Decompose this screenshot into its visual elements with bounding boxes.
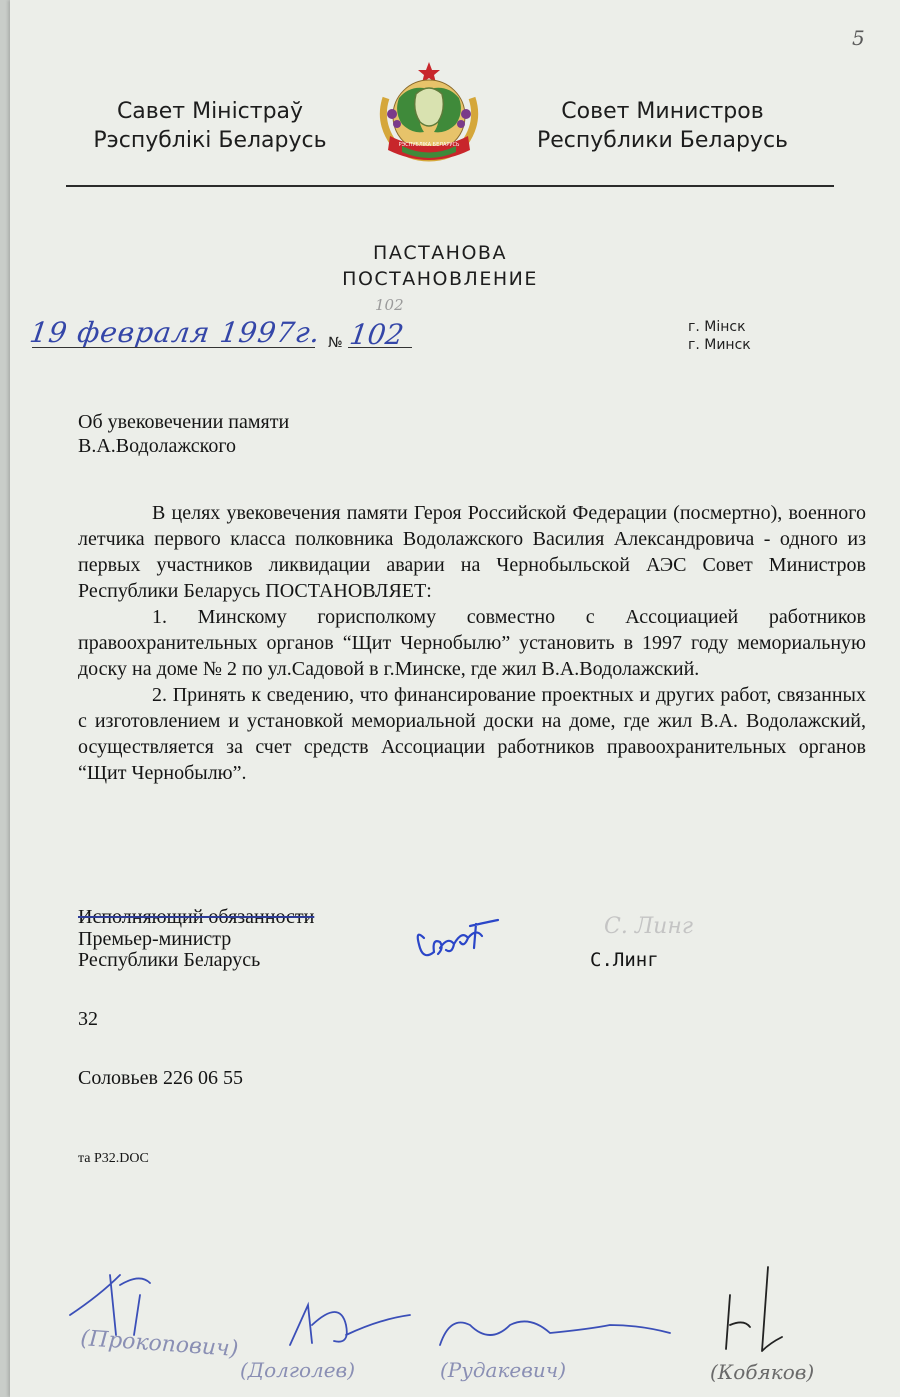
date-underline xyxy=(32,347,315,348)
signatory-name: С.Линг xyxy=(590,949,659,971)
number-label: № xyxy=(328,335,343,351)
header-by-line-1: Савет Міністраў xyxy=(116,99,304,124)
document-type xyxy=(270,240,610,292)
visa-label-3: (Рудакевич) xyxy=(440,1358,567,1382)
city xyxy=(688,318,751,354)
subject-line-2: В.А.Водолажского xyxy=(78,435,237,457)
number-faint: 102 xyxy=(375,296,404,314)
subject-line-1: Об увековечении памяти xyxy=(78,411,290,433)
body-text xyxy=(78,500,866,786)
copies-count: 32 xyxy=(78,1008,98,1030)
page-number: 5 xyxy=(852,26,865,50)
document-sheet xyxy=(10,0,900,1397)
subject xyxy=(78,410,289,458)
signatory-faint-name: С. Линг xyxy=(604,914,693,939)
doc-type-by: ПАСТАНОВА xyxy=(373,242,507,264)
approval-visas xyxy=(50,1255,890,1395)
visa-label-2: (Долголев) xyxy=(240,1358,355,1382)
date-handwritten: 19 февраля 1997г. xyxy=(27,316,323,349)
executor: Соловьев 226 06 55 xyxy=(78,1067,243,1089)
body-paragraph-2: 2. Принять к сведению, что финансирование проектных и других работ, связанных с изготовлением и установкой мемориальной доски на доме, где жил В.А. Водолажский, осуществляется за счет средств Ассоциации работников правоохранительных органов “Щит Чернобылю”. xyxy=(78,684,866,784)
header-divider xyxy=(66,185,834,187)
signatory-title xyxy=(78,929,260,971)
signatory-struck-title: Исполняющий обязанности xyxy=(78,906,315,928)
visa-label-4: (Кобяков) xyxy=(710,1360,815,1384)
city-ru: г. Минск xyxy=(688,337,751,353)
body-paragraph-1: 1. Минскому горисполкому совместно с Ассоциацией работников правоохранительных органов “Щит Чернобылю” установить в 1997 году мемориальную доску на доме № 2 по ул.Садовой в г.Минске, где жил В.А.Водолажский. xyxy=(78,606,866,680)
emblem-ribbon-text: РЭСПУБЛІКА БЕЛАРУСЬ xyxy=(398,142,460,148)
signatory-title-line-1: Премьер-министр xyxy=(78,928,232,950)
file-name: та P32.DOC xyxy=(78,1151,149,1166)
header-ru-line-1: Совет Министров xyxy=(561,99,764,124)
state-emblem-icon xyxy=(372,58,486,172)
header-belarusian xyxy=(80,97,340,155)
doc-type-ru: ПОСТАНОВЛЕНИЕ xyxy=(342,268,538,290)
header-by-line-2: Рэспублікі Беларусь xyxy=(93,128,327,153)
visa-label-1: (Прокопович) xyxy=(79,1326,240,1363)
number-handwritten: 102 xyxy=(347,318,406,351)
header-russian xyxy=(525,97,800,155)
handwritten-signature xyxy=(410,908,510,972)
header-ru-line-2: Республики Беларусь xyxy=(536,128,789,153)
city-by: г. Мінск xyxy=(688,319,746,335)
number-underline xyxy=(348,347,412,348)
signatory-title-line-2: Республики Беларусь xyxy=(78,949,261,971)
body-paragraph-preamble: В целях увековечения памяти Героя Российской Федерации (посмертно), военного летчика первого класса полковника Водолажского Василия Александровича - одного из первых участников ликвидации аварии на Чернобыльской АЭС Совет Министров Республики Беларусь ПОСТАНОВЛЯЕТ: xyxy=(78,502,866,602)
